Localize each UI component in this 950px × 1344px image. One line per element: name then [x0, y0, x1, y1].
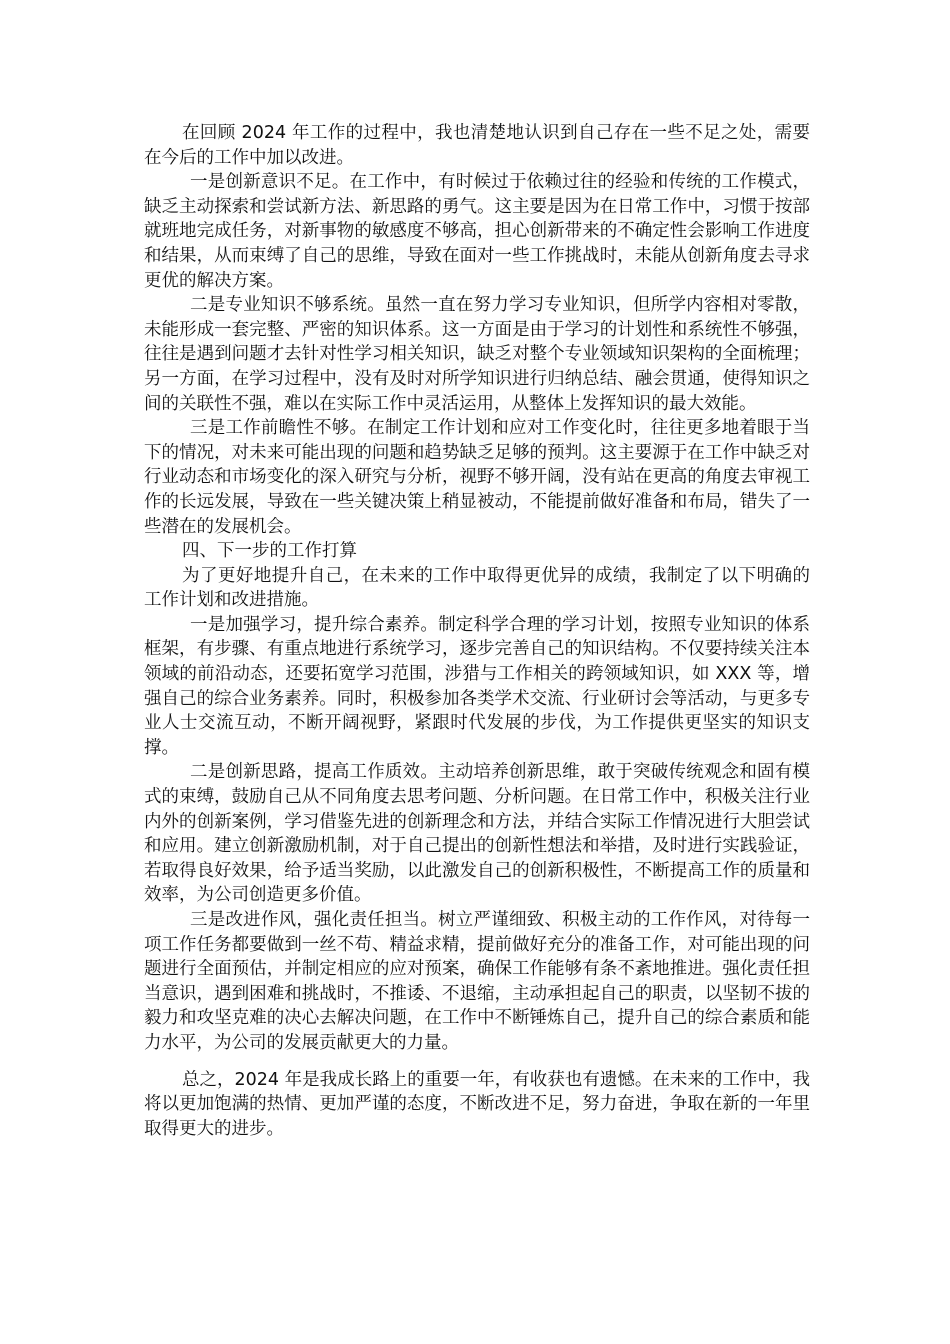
document-body [144, 121, 810, 1141]
paragraph-plan-innovation: 二是创新思路，提高工作质效。主动培养创新思维，敢于突破传统观念和固有模式的束缚，鼓励自己从不同角度去思考问题、分析问题。在日常工作中，积极关注行业内外的创新案例，学习借鉴先进的创新理念和方法，并结合实际工作情况进行大胆尝试和应用。建立创新激励机制，对于自己提出的创新性想法和举措，及时进行实践验证，若取得良好效果，给予适当奖励，以此激发自己的创新积极性，不断提高工作的质量和效率，为公司创造更多价值。 [144, 762, 810, 906]
paragraph-plan-work-style: 三是改进作风，强化责任担当。树立严谨细致、积极主动的工作作风，对待每一项工作任务都要做到一丝不苟、精益求精，提前做好充分的准备工作，对可能出现的问题进行全面预估，并制定相应的应对预案，确保工作能够有条不紊地推进。强化责任担当意识，遇到困难和挑战时，不推诿、不退缩，主动承担起自己的职责，以坚韧不拔的毅力和攻坚克难的决心去解决问题，在工作中不断锤炼自己，提升自己的综合素质和能力水平，为公司的发展贡献更大的力量。 [144, 910, 810, 1053]
section-heading-next-steps: 四、下一步的工作打算 [182, 541, 357, 562]
paragraph-intro: 在回顾 2024 年工作的过程中，我也清楚地认识到自己存在一些不足之处，需要在今后的工作中加以改进。 [144, 123, 810, 168]
paragraph-shortcoming-innovation: 一是创新意识不足。在工作中，有时候过于依赖过往的经验和传统的工作模式，缺乏主动探索和尝试新方法、新思路的勇气。这主要是因为在日常工作中，习惯于按部就班地完成任务，对新事物的敏感度不够高，担心创新带来的不确定性会影响工作进度和结果，从而束缚了自己的思维，导致在面对一些工作挑战时，未能从创新角度去寻求更优的解决方案。 [144, 172, 810, 291]
paragraph-shortcoming-knowledge: 二是专业知识不够系统。虽然一直在努力学习专业知识，但所学内容相对零散，未能形成一套完整、严密的知识体系。这一方面是由于学习的计划性和系统性不够强，往往是遇到问题才去针对性学习相关知识，缺乏对整个专业领域知识架构的全面梳理；另一方面，在学习过程中，没有及时对所学知识进行归纳总结、融会贯通，使得知识之间的关联性不强，难以在实际工作中灵活运用，从整体上发挥知识的最大效能。 [144, 295, 810, 414]
paragraph-plan-learning: 一是加强学习，提升综合素养。制定科学合理的学习计划，按照专业知识的体系框架，有步骤、有重点地进行系统学习，逐步完善自己的知识结构。不仅要持续关注本领域的前沿动态，还要拓宽学习范围，涉猎与工作相关的跨领域知识，如 XXX 等，增强自己的综合业务素养。同时，积极参加各类学术交流、行业研讨会等活动，与更多专业人士交流互动，不断开阔视野，紧跟时代发展的步伐，为工作提供更坚实的知识支撑。 [144, 614, 810, 758]
paragraph-shortcoming-foresight: 三是工作前瞻性不够。在制定工作计划和应对工作变化时，往往更多地着眼于当下的情况，对未来可能出现的问题和趋势缺乏足够的预判。这主要源于在工作中缺乏对行业动态和市场变化的深入研究与分析，视野不够开阔，没有站在更高的角度去审视工作的长远发展，导致在一些关键决策上稍显被动，不能提前做好准备和布局，错失了一些潜在的发展机会。 [144, 418, 810, 537]
paragraph-conclusion: 总之，2024 年是我成长路上的重要一年，有收获也有遗憾。在未来的工作中，我将以更加饱满的热情、更加严谨的态度，不断改进不足，努力奋进，争取在新的一年里取得更大的进步。 [144, 1069, 810, 1139]
paragraph-plan-intro: 为了更好地提升自己，在未来的工作中取得更优异的成绩，我制定了以下明确的工作计划和改进措施。 [144, 565, 810, 611]
